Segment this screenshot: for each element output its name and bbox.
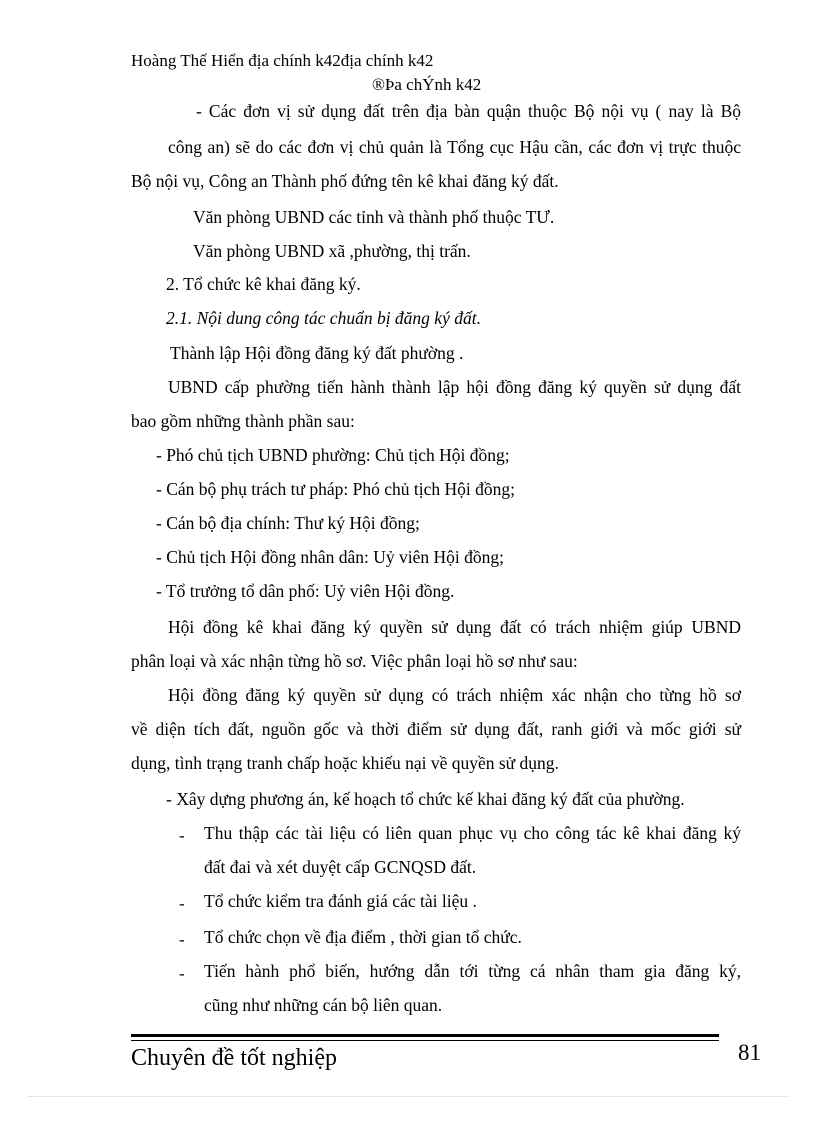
paragraph-line: công an) sẽ do các đơn vị chủ quản là Tổng cục Hậu cần, các đơn vị trực thuộc xyxy=(168,137,741,157)
task-line: đất đai và xét duyệt cấp GCNQSD đất. xyxy=(204,857,477,877)
paragraph-line: UBND cấp phường tiến hành thành lập hội đồng đăng ký quyền sử dụng đất xyxy=(168,377,741,397)
footer-rule-thick xyxy=(131,1034,719,1037)
paragraph-line: bao gồm những thành phần sau: xyxy=(131,411,355,431)
page-edge-divider xyxy=(28,1096,788,1097)
paragraph-line: phân loại và xác nhận từng hồ sơ. Việc phân loại hồ sơ như sau: xyxy=(131,651,578,671)
subsection-heading: 2.1. Nội dung công tác chuẩn bị đăng ký đất. xyxy=(166,308,481,328)
paragraph-line: Bộ nội vụ, Công an Thành phố đứng tên kê khai đăng ký đất. xyxy=(131,171,559,191)
office-line: Văn phòng UBND các tỉnh và thành phố thuộc TƯ. xyxy=(193,207,555,227)
member-item: - Cán bộ địa chính: Thư ký Hội đồng; xyxy=(156,513,420,533)
bullet-icon: - xyxy=(179,826,185,845)
paragraph-line: - Các đơn vị sử dụng đất trên địa bàn quận thuộc Bộ nội vụ ( nay là Bộ xyxy=(196,101,741,121)
plan-line: - Xây dựng phương án, kế hoạch tổ chức kế khai đăng ký đất của phường. xyxy=(166,789,685,809)
task-line: Tổ chức chọn về địa điểm , thời gian tổ chức. xyxy=(204,927,522,947)
member-item: - Cán bộ phụ trách tư pháp: Phó chủ tịch Hội đồng; xyxy=(156,479,515,499)
bullet-icon: - xyxy=(179,964,185,983)
paragraph-line: dụng, tình trạng tranh chấp hoặc khiếu nại về quyền sử dụng. xyxy=(131,753,559,773)
footer-rule-thin xyxy=(131,1040,719,1041)
bullet-icon: - xyxy=(179,930,185,949)
paragraph-line: Thành lập Hội đồng đăng ký đất phường . xyxy=(170,343,464,363)
page-number: 81 xyxy=(738,1040,761,1065)
member-item: - Tổ trưởng tổ dân phố: Uỷ viên Hội đồng. xyxy=(156,581,455,601)
running-header-garbled: ®Þa chÝnh k42 xyxy=(372,75,482,94)
paragraph-line: về diện tích đất, nguồn gốc và thời điểm sử dụng đất, ranh giới và mốc giới sử xyxy=(131,719,741,739)
section-heading: 2. Tổ chức kê khai đăng ký. xyxy=(166,274,361,294)
member-item: - Phó chủ tịch UBND phường: Chủ tịch Hội đồng; xyxy=(156,445,510,465)
paragraph-line: Hội đồng kê khai đăng ký quyền sử dụng đất có trách nhiệm giúp UBND xyxy=(168,617,741,637)
member-item: - Chủ tịch Hội đồng nhân dân: Uỷ viên Hội đồng; xyxy=(156,547,505,567)
office-line: Văn phòng UBND xã ,phường, thị trấn. xyxy=(193,241,471,261)
task-line: cũng như những cán bộ liên quan. xyxy=(204,995,443,1015)
footer-title: Chuyên đề tốt nghiệp xyxy=(131,1045,337,1071)
task-line: Tổ chức kiểm tra đánh giá các tài liệu . xyxy=(204,891,477,911)
task-line: Thu thập các tài liệu có liên quan phục vụ cho công tác kê khai đăng ký xyxy=(204,823,741,843)
running-header-author: Hoàng Thế Hiển địa chính k42địa chính k42 xyxy=(131,51,434,70)
bullet-icon: - xyxy=(179,894,185,913)
task-line: Tiến hành phổ biến, hướng dẫn tới từng cá nhân tham gia đăng ký, xyxy=(204,961,741,981)
paragraph-line: Hội đồng đăng ký quyền sử dụng có trách nhiệm xác nhận cho từng hồ sơ xyxy=(168,685,741,705)
